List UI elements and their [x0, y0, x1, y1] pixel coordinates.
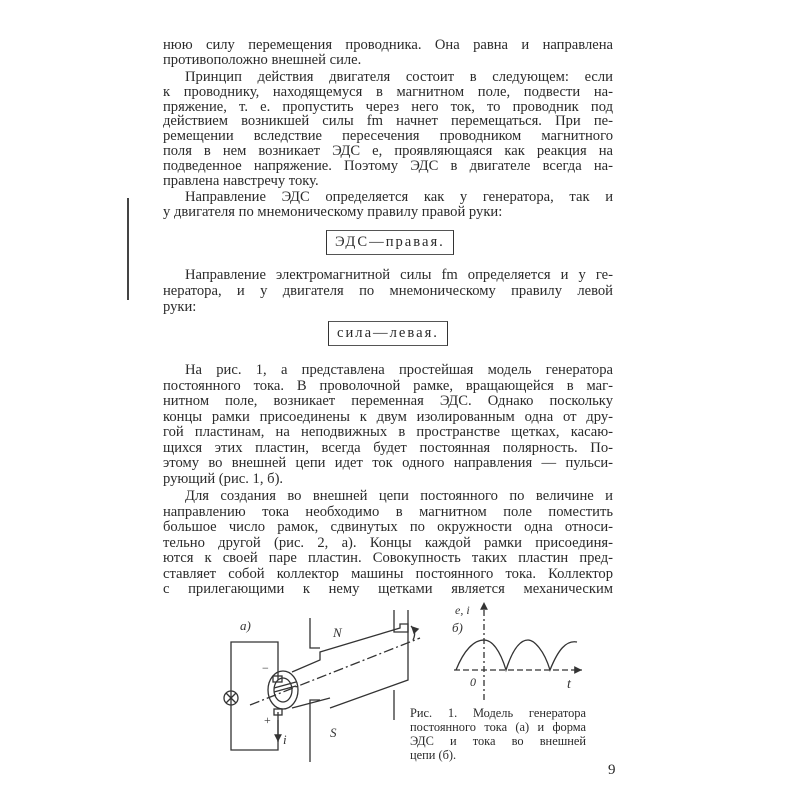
y-axis-label: e, i — [455, 603, 470, 617]
text-line: тельно другой (рис. 2, а). Концы каждой рамки присоединя- — [163, 534, 613, 551]
text-line: Принцип действия двигателя состоит в следующем: если — [185, 69, 613, 85]
plus-label: + — [264, 713, 271, 727]
text-line: нератора, и у двигателя по мнемоническому правилу левой — [163, 283, 613, 299]
text-line: На рис. 1, а представлена простейшая модель генератора — [185, 362, 613, 378]
text-line: правлена навстречу току. — [163, 172, 319, 189]
text-line: действием возникшей силы fm начнет перемещаться. При пе- — [163, 113, 613, 130]
text-line: поля в нем возникает ЭДС e, проявляющаяся как реакция на — [163, 142, 613, 159]
text-line: рующий (рис. 1, б). — [163, 470, 284, 487]
pole-s — [310, 700, 320, 762]
minus-label: − — [262, 661, 269, 675]
rule-emf-box: ЭДС—правая. — [326, 230, 454, 255]
text-line: подведенное напряжение. Поэтому ЭДС в двигателе всегда на- — [163, 157, 613, 174]
generator-diagram — [224, 610, 420, 762]
label-b: б) — [452, 620, 463, 635]
text-line: пряжение, т. е. пропустить через него ток, то проводник под — [163, 98, 613, 115]
origin-label: 0 — [470, 675, 476, 689]
text-line: Направление электромагнитной силы fm определяется и у ге- — [185, 267, 613, 283]
text-line: ставляет собой коллектор машины постоянного тока. Коллектор — [163, 565, 613, 582]
text-line: руки: — [163, 299, 197, 315]
caption-line: постоянного тока (а) и форма — [410, 720, 586, 734]
pole-n-label: N — [333, 625, 342, 640]
text-line: ремещении вследствие пересечения проводником магнитного — [163, 128, 613, 145]
emf-graph — [452, 602, 582, 700]
text-line: большое число рамок, сдвинутых по окружности одна относи- — [163, 519, 613, 535]
pole-s-label: S — [330, 725, 337, 740]
rule-force-box: сила—левая. — [328, 321, 448, 346]
text-line: этому во внешней цепи идет ток одного направления — пульси- — [163, 455, 613, 471]
label-a: а) — [240, 618, 251, 633]
page-number: 9 — [608, 762, 616, 778]
text-line: гой пластинам, на неподвижных в пространстве щетках, касаю- — [163, 424, 613, 440]
rectified-wave — [456, 640, 577, 670]
x-axis-label: t — [567, 677, 571, 692]
text-line: нитном поле, возникает переменная ЭДС. Однако поскольку — [163, 393, 613, 409]
text-line: у двигателя по мнемоническому правилу правой руки: — [163, 203, 503, 220]
text-line: нюю силу перемещения проводника. Она равна и направлена — [163, 37, 613, 53]
text-line: ются к своей паре пластин. Совокупность таких пластин пред- — [163, 550, 613, 566]
caption-line: Рис. 1. Модель генератора — [410, 706, 586, 720]
text-line: постоянного тока. В проволочной рамке, вращающейся в маг- — [163, 377, 613, 394]
text-line: к проводнику, находящемуся в магнитном поле, подвести на- — [163, 83, 613, 100]
text-line: Для создания во внешней цепи постоянного по величине и — [185, 488, 613, 504]
current-label: i — [283, 732, 287, 747]
text-line: Направление ЭДС определяется как у генератора, так и — [185, 189, 613, 205]
caption-line: ЭДС и тока во внешней — [410, 734, 586, 748]
text-line: направлению тока необходимо в магнитном поле поместить — [163, 503, 613, 520]
text-line: концы рамки присоединены к двум изолированным одна от дру- — [163, 408, 613, 425]
figure-caption — [410, 706, 586, 762]
caption-line: цепи (б). — [410, 748, 457, 762]
pole-n — [310, 618, 320, 648]
rotation-arrow — [411, 626, 415, 640]
text-line: щихся этих пластин, всегда будет постоянная полярность. По- — [163, 439, 613, 456]
text-line: с прилегающими к нему щетками является механическим — [163, 581, 613, 597]
text-line: противоположно внешней силе. — [163, 51, 362, 68]
